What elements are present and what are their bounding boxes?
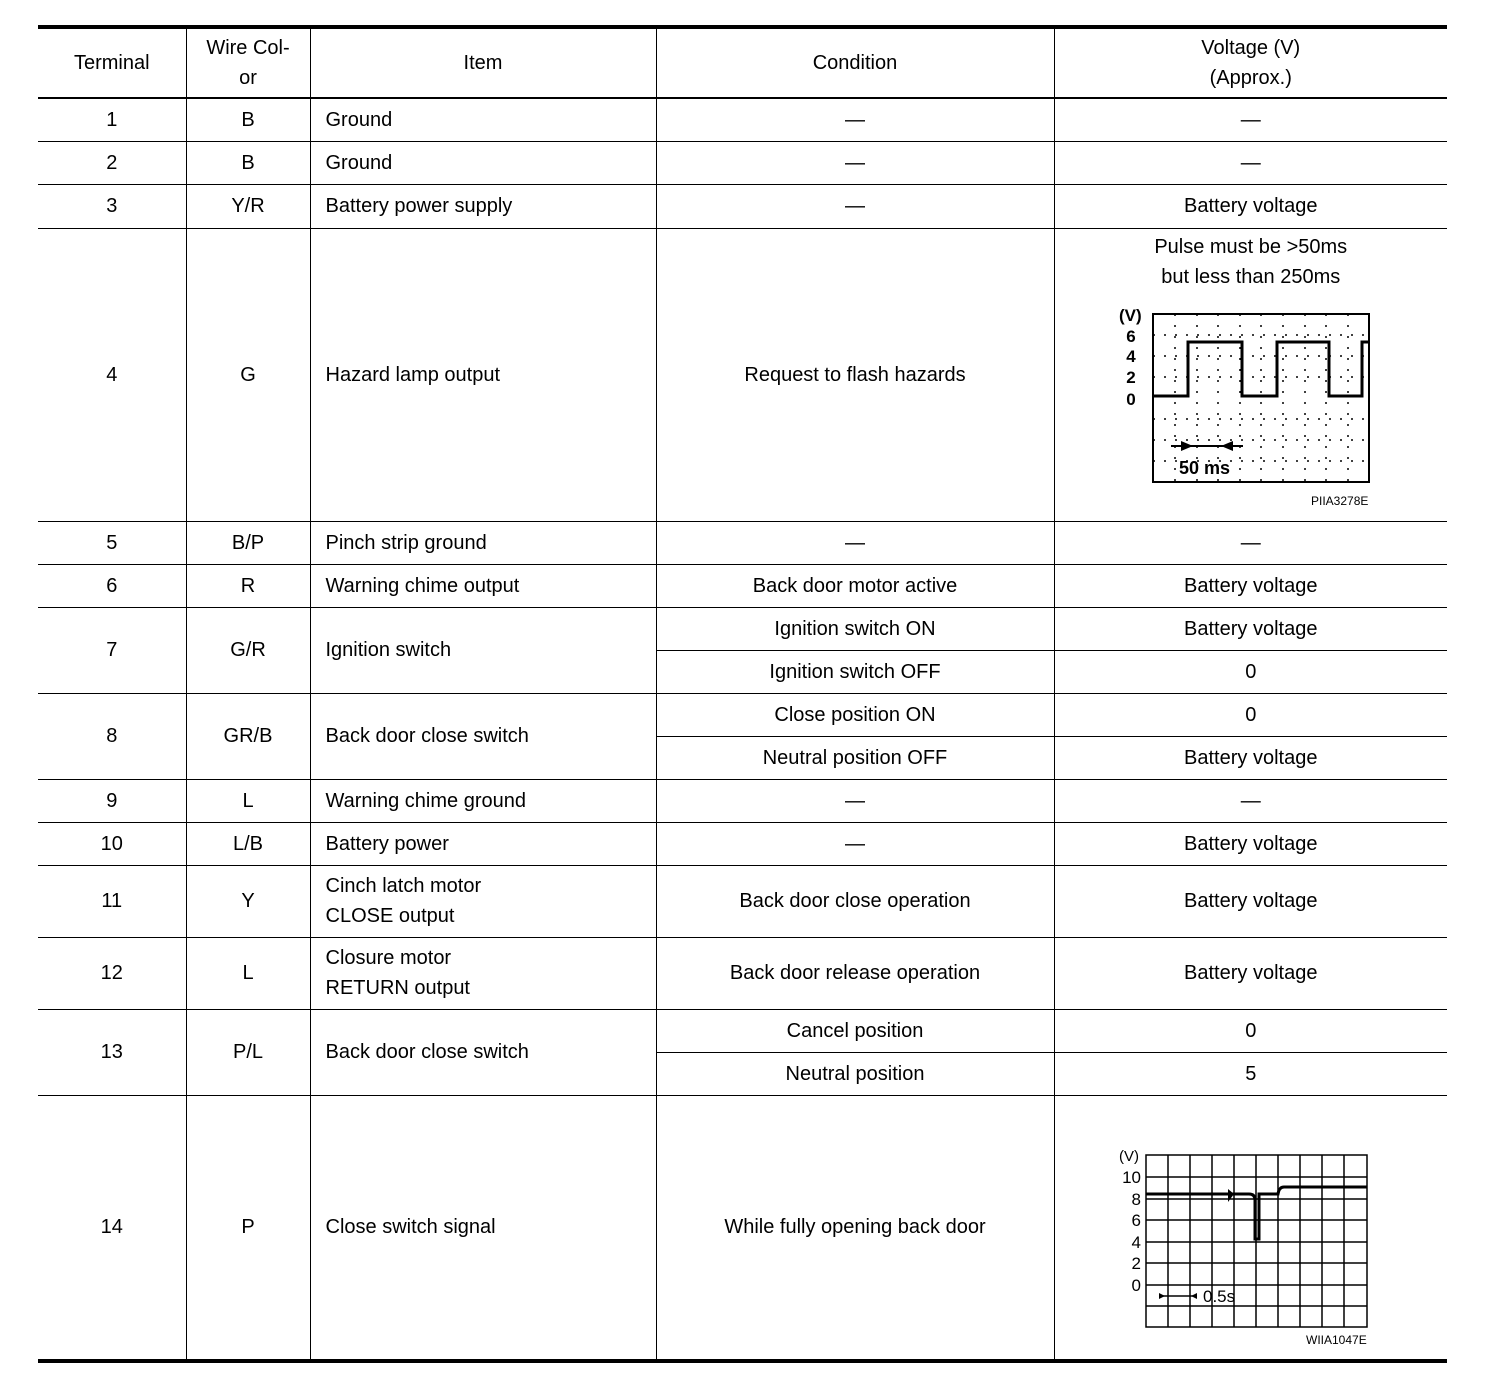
item-cell: Back door close switch xyxy=(310,1009,656,1095)
header-wire-color xyxy=(186,27,310,98)
condition-cell: — xyxy=(656,184,1054,228)
condition-cell: — xyxy=(656,822,1054,865)
item-line1: Closure motor xyxy=(325,947,452,969)
table-row xyxy=(38,1095,1447,1361)
voltage-cell: Battery voltage xyxy=(1054,564,1447,607)
header-voltage-line2: (Approx.) xyxy=(1209,67,1292,89)
scope-tick: 10 xyxy=(1121,1167,1141,1187)
pulse-note-line2: but less than 250ms xyxy=(1161,265,1341,288)
table-row xyxy=(38,564,1447,607)
header-voltage-line1: Voltage (V) xyxy=(1201,37,1301,59)
terminal-cell: 2 xyxy=(38,141,186,184)
table-row xyxy=(38,937,1447,1009)
wire-cell: B/P xyxy=(186,521,310,564)
condition-cell: Neutral position OFF xyxy=(656,736,1054,779)
condition-cell: — xyxy=(656,521,1054,564)
item-cell: Back door close switch xyxy=(310,693,656,779)
condition-cell: — xyxy=(656,98,1054,141)
table-row xyxy=(38,228,1447,521)
item-cell: Battery power supply xyxy=(310,184,656,228)
voltage-cell: 0 xyxy=(1054,693,1447,736)
header-voltage xyxy=(1054,27,1447,98)
header-wire-color-line2: or xyxy=(239,67,257,89)
scope-unit: (V) xyxy=(1118,305,1142,325)
condition-cell: Cancel position xyxy=(656,1009,1054,1052)
wire-cell: Y/R xyxy=(186,184,310,228)
voltage-cell: 5 xyxy=(1054,1052,1447,1095)
terminal-cell: 1 xyxy=(38,98,186,141)
terminal-cell: 13 xyxy=(38,1009,186,1095)
time-span-arrow-icon xyxy=(1171,441,1243,451)
scope-tick: 2 xyxy=(1125,367,1136,387)
condition-cell: Back door motor active xyxy=(656,564,1054,607)
condition-cell: — xyxy=(656,141,1054,184)
voltage-cell: Battery voltage xyxy=(1054,184,1447,228)
item-cell: Close switch signal xyxy=(310,1095,656,1361)
table-row xyxy=(38,98,1447,141)
hazard-pulse-waveform xyxy=(1101,296,1401,511)
item-cell: Ground xyxy=(310,141,656,184)
voltage-cell: 0 xyxy=(1054,650,1447,693)
pulse-note-line1: Pulse must be >50ms xyxy=(1154,235,1348,258)
scope-tick: 0 xyxy=(1125,389,1136,409)
item-cell: Warning chime ground xyxy=(310,779,656,822)
table-row xyxy=(38,521,1447,564)
voltage-cell: Battery voltage xyxy=(1054,937,1447,1009)
voltage-cell: Battery voltage xyxy=(1054,736,1447,779)
terminal-cell: 12 xyxy=(38,937,186,1009)
scope-tick: 4 xyxy=(1131,1232,1141,1252)
terminal-table xyxy=(38,25,1447,1363)
scope-time-label: 50 ms xyxy=(1178,457,1230,478)
item-cell: Battery power xyxy=(310,822,656,865)
condition-cell: Back door release operation xyxy=(656,937,1054,1009)
scope-time-label: 0.5s xyxy=(1202,1286,1235,1306)
table-row xyxy=(38,822,1447,865)
table-row xyxy=(38,1009,1447,1052)
condition-cell: Request to flash hazards xyxy=(656,228,1054,521)
item-line2: RETURN output xyxy=(325,977,470,999)
header-item: Item xyxy=(310,27,656,98)
scope-unit: (V) xyxy=(1118,1147,1139,1165)
terminal-cell: 11 xyxy=(38,865,186,937)
voltage-cell: — xyxy=(1054,141,1447,184)
wire-cell: L/B xyxy=(186,822,310,865)
item-line2: CLOSE output xyxy=(325,905,455,927)
item-cell xyxy=(310,865,656,937)
wire-cell: GR/B xyxy=(186,693,310,779)
wire-cell: P xyxy=(186,1095,310,1361)
terminal-cell: 14 xyxy=(38,1095,186,1361)
scope-tick: 8 xyxy=(1131,1189,1141,1209)
table-row xyxy=(38,184,1447,228)
condition-cell: Ignition switch OFF xyxy=(656,650,1054,693)
condition-cell: Ignition switch ON xyxy=(656,607,1054,650)
terminal-cell: 8 xyxy=(38,693,186,779)
item-line1: Cinch latch motor xyxy=(325,875,482,897)
scope-tick: 6 xyxy=(1125,326,1136,346)
table-row xyxy=(38,607,1447,650)
wire-cell: B xyxy=(186,98,310,141)
header-condition: Condition xyxy=(656,27,1054,98)
scope-tick: 4 xyxy=(1125,346,1136,366)
wire-cell: G/R xyxy=(186,607,310,693)
voltage-cell: — xyxy=(1054,779,1447,822)
voltage-cell xyxy=(1054,228,1447,521)
terminal-cell: 5 xyxy=(38,521,186,564)
voltage-cell: — xyxy=(1054,98,1447,141)
condition-cell: — xyxy=(656,779,1054,822)
condition-cell: Back door close operation xyxy=(656,865,1054,937)
pulse-note xyxy=(1055,229,1448,292)
item-cell: Warning chime output xyxy=(310,564,656,607)
header-row xyxy=(38,27,1447,98)
terminal-cell: 4 xyxy=(38,228,186,521)
voltage-cell: 0 xyxy=(1054,1009,1447,1052)
scope-tick: 2 xyxy=(1131,1253,1141,1273)
voltage-cell: Battery voltage xyxy=(1054,822,1447,865)
terminal-cell: 9 xyxy=(38,779,186,822)
wire-cell: L xyxy=(186,937,310,1009)
header-wire-color-line1: Wire Col- xyxy=(206,37,290,59)
time-span-arrow-icon xyxy=(1159,1293,1197,1299)
table-row xyxy=(38,865,1447,937)
figure-id: WIIA1047E xyxy=(1305,1332,1367,1347)
table-row xyxy=(38,141,1447,184)
terminal-cell: 7 xyxy=(38,607,186,693)
wire-cell: B xyxy=(186,141,310,184)
terminal-cell: 10 xyxy=(38,822,186,865)
voltage-cell: Battery voltage xyxy=(1054,865,1447,937)
wire-cell: P/L xyxy=(186,1009,310,1095)
terminal-cell: 3 xyxy=(38,184,186,228)
voltage-cell: — xyxy=(1054,521,1447,564)
table-row xyxy=(38,779,1447,822)
item-cell: Ground xyxy=(310,98,656,141)
item-cell: Hazard lamp output xyxy=(310,228,656,521)
scope-tick: 6 xyxy=(1131,1210,1141,1230)
voltage-cell: Battery voltage xyxy=(1054,607,1447,650)
figure-id: PIIA3278E xyxy=(1310,493,1368,508)
condition-cell: Neutral position xyxy=(656,1052,1054,1095)
item-cell: Ignition switch xyxy=(310,607,656,693)
wire-cell: G xyxy=(186,228,310,521)
scope-tick: 0 xyxy=(1131,1275,1141,1295)
condition-cell: Close position ON xyxy=(656,693,1054,736)
close-switch-waveform xyxy=(1101,1142,1401,1352)
table-row xyxy=(38,693,1447,736)
terminal-cell: 6 xyxy=(38,564,186,607)
wire-cell: R xyxy=(186,564,310,607)
item-cell: Pinch strip ground xyxy=(310,521,656,564)
header-terminal: Terminal xyxy=(38,27,186,98)
item-cell xyxy=(310,937,656,1009)
wire-cell: L xyxy=(186,779,310,822)
wire-cell: Y xyxy=(186,865,310,937)
condition-cell: While fully opening back door xyxy=(656,1095,1054,1361)
voltage-cell xyxy=(1054,1095,1447,1361)
